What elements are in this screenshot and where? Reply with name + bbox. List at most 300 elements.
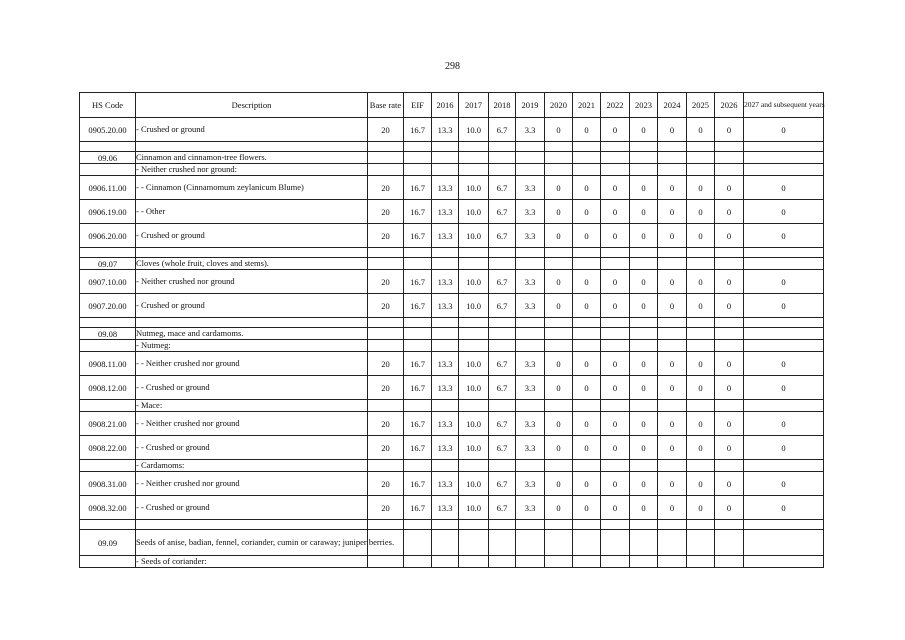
rate-cell: 3.3	[516, 472, 545, 496]
rate-cell: 0	[573, 376, 601, 400]
rate-cell: 0	[545, 176, 573, 200]
rate-cell	[601, 152, 630, 164]
spacer-row	[80, 248, 824, 258]
rate-cell	[601, 258, 630, 270]
hs-code-cell: 0908.22.00	[80, 436, 136, 460]
rate-cell: 10.0	[459, 412, 489, 436]
rate-cell	[601, 400, 630, 412]
rate-cell	[687, 142, 715, 152]
rate-cell: 0	[601, 118, 630, 142]
column-header: Base rate	[368, 93, 404, 118]
rate-cell	[630, 530, 658, 556]
rate-cell: 0	[573, 412, 601, 436]
description-cell: - Crushed or ground	[136, 118, 368, 142]
rate-cell: 0	[573, 436, 601, 460]
description-cell: - - Crushed or ground	[136, 436, 368, 460]
rate-cell: 6.7	[489, 200, 516, 224]
rate-cell: 13.3	[432, 224, 459, 248]
column-header: 2026	[715, 93, 744, 118]
rate-cell: 0	[658, 270, 687, 294]
rate-cell	[368, 460, 404, 472]
rate-cell: 0	[545, 436, 573, 460]
rate-cell: 0	[573, 200, 601, 224]
rate-cell	[658, 556, 687, 568]
rate-cell	[744, 460, 824, 472]
rate-cell: 0	[658, 472, 687, 496]
hs-code-cell: 0908.12.00	[80, 376, 136, 400]
heading-row	[80, 152, 824, 164]
rate-cell: 6.7	[489, 176, 516, 200]
rate-cell	[658, 460, 687, 472]
rate-cell	[432, 248, 459, 258]
rate-cell	[404, 556, 432, 568]
rate-cell: 10.0	[459, 436, 489, 460]
rate-cell	[545, 400, 573, 412]
rate-cell	[368, 142, 404, 152]
rate-cell	[545, 152, 573, 164]
rate-cell: 3.3	[516, 270, 545, 294]
rate-cell: 0	[601, 352, 630, 376]
rate-cell	[744, 248, 824, 258]
rate-cell: 20	[368, 224, 404, 248]
rate-cell	[687, 520, 715, 530]
rate-cell	[404, 258, 432, 270]
rate-cell	[404, 318, 432, 328]
rate-cell	[368, 152, 404, 164]
rate-cell: 6.7	[489, 224, 516, 248]
rate-cell: 0	[630, 294, 658, 318]
spacer-row	[80, 520, 824, 530]
rate-cell: 0	[687, 436, 715, 460]
rate-cell	[687, 164, 715, 176]
description-cell: Cinnamon and cinnamon-tree flowers.	[136, 152, 368, 164]
rate-cell: 0	[630, 224, 658, 248]
rate-cell	[687, 556, 715, 568]
rate-cell: 6.7	[489, 270, 516, 294]
rate-cell	[432, 142, 459, 152]
rate-cell	[368, 340, 404, 352]
rate-cell: 0	[601, 176, 630, 200]
table-row	[80, 224, 824, 248]
rate-cell: 0	[687, 118, 715, 142]
hs-code-cell: 09.09	[80, 530, 136, 556]
rate-cell	[573, 248, 601, 258]
rate-cell: 0	[601, 436, 630, 460]
rate-cell	[687, 318, 715, 328]
tariff-schedule-table	[79, 92, 824, 568]
rate-cell	[687, 328, 715, 340]
rate-cell: 0	[545, 472, 573, 496]
rate-cell: 0	[573, 118, 601, 142]
hs-code-cell: 09.06	[80, 152, 136, 164]
rate-cell: 0	[630, 176, 658, 200]
rate-cell	[432, 258, 459, 270]
rate-cell: 0	[545, 496, 573, 520]
table-row	[80, 352, 824, 376]
rate-cell	[459, 258, 489, 270]
page-number: 298	[445, 61, 460, 72]
rate-cell	[545, 318, 573, 328]
rate-cell	[368, 520, 404, 530]
description-cell: - Mace:	[136, 400, 368, 412]
rate-cell: 10.0	[459, 176, 489, 200]
description-cell: - - Crushed or ground	[136, 376, 368, 400]
subheading-row	[80, 460, 824, 472]
rate-cell	[715, 164, 744, 176]
hs-code-cell: 09.08	[80, 328, 136, 340]
description-cell: - - Other	[136, 200, 368, 224]
rate-cell	[432, 400, 459, 412]
rate-cell	[459, 142, 489, 152]
rate-cell: 0	[545, 118, 573, 142]
rate-cell	[459, 460, 489, 472]
rate-cell: 20	[368, 200, 404, 224]
rate-cell: 0	[744, 352, 824, 376]
rate-cell: 0	[658, 200, 687, 224]
rate-cell	[658, 142, 687, 152]
rate-cell: 0	[630, 436, 658, 460]
rate-cell	[658, 164, 687, 176]
rate-cell: 0	[715, 376, 744, 400]
rate-cell	[601, 142, 630, 152]
rate-cell: 3.3	[516, 224, 545, 248]
rate-cell: 0	[744, 294, 824, 318]
table-row	[80, 118, 824, 142]
hs-code-cell	[80, 340, 136, 352]
rate-cell: 13.3	[432, 294, 459, 318]
rate-cell	[368, 318, 404, 328]
rate-cell: 16.7	[404, 496, 432, 520]
rate-cell	[545, 164, 573, 176]
rate-cell	[744, 556, 824, 568]
column-header: 2027 and subsequent years	[744, 93, 824, 118]
hs-code-cell	[80, 556, 136, 568]
rate-cell: 6.7	[489, 294, 516, 318]
rate-cell: 6.7	[489, 352, 516, 376]
rate-cell	[432, 556, 459, 568]
rate-cell	[687, 460, 715, 472]
rate-cell	[630, 520, 658, 530]
description-cell	[136, 248, 368, 258]
hs-code-cell	[80, 142, 136, 152]
rate-cell	[601, 318, 630, 328]
subheading-row	[80, 556, 824, 568]
column-header: 2019	[516, 93, 545, 118]
rate-cell	[601, 328, 630, 340]
rate-cell: 13.3	[432, 436, 459, 460]
rate-cell	[459, 530, 489, 556]
rate-cell	[489, 520, 516, 530]
table-row	[80, 294, 824, 318]
rate-cell	[459, 164, 489, 176]
rate-cell	[432, 164, 459, 176]
rate-cell: 0	[658, 176, 687, 200]
rate-cell	[687, 530, 715, 556]
rate-cell	[573, 400, 601, 412]
rate-cell: 16.7	[404, 270, 432, 294]
rate-cell: 0	[744, 270, 824, 294]
rate-cell: 0	[630, 472, 658, 496]
rate-cell: 16.7	[404, 224, 432, 248]
rate-cell	[545, 248, 573, 258]
rate-cell: 0	[573, 176, 601, 200]
rate-cell	[516, 530, 545, 556]
column-header: HS Code	[80, 93, 136, 118]
rate-cell	[459, 152, 489, 164]
rate-cell: 0	[715, 224, 744, 248]
rate-cell	[459, 400, 489, 412]
rate-cell	[687, 152, 715, 164]
rate-cell	[404, 400, 432, 412]
rate-cell	[489, 142, 516, 152]
hs-code-cell	[80, 520, 136, 530]
rate-cell: 0	[658, 496, 687, 520]
description-cell: - - Neither crushed nor ground	[136, 412, 368, 436]
table-row	[80, 412, 824, 436]
rate-cell	[573, 152, 601, 164]
rate-cell	[630, 248, 658, 258]
rate-cell	[516, 328, 545, 340]
spacer-row	[80, 142, 824, 152]
rate-cell	[715, 556, 744, 568]
rate-cell: 0	[573, 294, 601, 318]
rate-cell	[516, 152, 545, 164]
rate-cell	[630, 258, 658, 270]
rate-cell: 0	[545, 224, 573, 248]
heading-row	[80, 530, 824, 556]
rate-cell	[630, 164, 658, 176]
rate-cell: 16.7	[404, 176, 432, 200]
rate-cell	[545, 530, 573, 556]
rate-cell	[630, 328, 658, 340]
heading-row	[80, 328, 824, 340]
hs-code-cell	[80, 248, 136, 258]
description-cell: Nutmeg, mace and cardamoms.	[136, 328, 368, 340]
rate-cell	[516, 318, 545, 328]
rate-cell	[432, 152, 459, 164]
rate-cell	[715, 520, 744, 530]
rate-cell: 0	[658, 352, 687, 376]
rate-cell: 10.0	[459, 472, 489, 496]
rate-cell	[516, 556, 545, 568]
rate-cell	[545, 340, 573, 352]
rate-cell	[368, 556, 404, 568]
rate-cell: 16.7	[404, 412, 432, 436]
rate-cell	[744, 318, 824, 328]
rate-cell: 0	[715, 294, 744, 318]
table-row	[80, 376, 824, 400]
column-header: Description	[136, 93, 368, 118]
rate-cell	[489, 328, 516, 340]
column-header: 2016	[432, 93, 459, 118]
hs-code-cell: 0908.11.00	[80, 352, 136, 376]
rate-cell	[715, 142, 744, 152]
table-row	[80, 176, 824, 200]
rate-cell: 3.3	[516, 294, 545, 318]
table-row	[80, 200, 824, 224]
rate-cell: 3.3	[516, 436, 545, 460]
rate-cell: 3.3	[516, 176, 545, 200]
rate-cell: 13.3	[432, 472, 459, 496]
rate-cell: 3.3	[516, 412, 545, 436]
rate-cell: 0	[687, 176, 715, 200]
rate-cell	[658, 248, 687, 258]
rate-cell	[630, 556, 658, 568]
rate-cell: 20	[368, 352, 404, 376]
rate-cell	[715, 258, 744, 270]
rate-cell: 13.3	[432, 376, 459, 400]
rate-cell: 0	[545, 294, 573, 318]
rate-cell: 20	[368, 176, 404, 200]
rate-cell: 10.0	[459, 294, 489, 318]
rate-cell	[573, 556, 601, 568]
rate-cell	[744, 400, 824, 412]
rate-cell: 0	[744, 436, 824, 460]
table-header-row	[80, 93, 824, 118]
rate-cell	[601, 520, 630, 530]
description-cell	[136, 520, 368, 530]
subheading-row	[80, 400, 824, 412]
rate-cell: 0	[687, 352, 715, 376]
rate-cell	[545, 556, 573, 568]
rate-cell: 0	[687, 224, 715, 248]
rate-cell: 0	[744, 200, 824, 224]
rate-cell	[432, 318, 459, 328]
rate-cell	[545, 460, 573, 472]
rate-cell	[573, 258, 601, 270]
rate-cell	[489, 400, 516, 412]
rate-cell: 10.0	[459, 352, 489, 376]
rate-cell: 16.7	[404, 200, 432, 224]
rate-cell: 20	[368, 270, 404, 294]
rate-cell	[687, 248, 715, 258]
hs-code-cell: 0908.31.00	[80, 472, 136, 496]
rate-cell	[658, 328, 687, 340]
rate-cell: 6.7	[489, 412, 516, 436]
hs-code-cell: 0908.21.00	[80, 412, 136, 436]
hs-code-cell: 0907.20.00	[80, 294, 136, 318]
rate-cell: 3.3	[516, 376, 545, 400]
rate-cell	[404, 530, 432, 556]
rate-cell	[744, 164, 824, 176]
rate-cell: 20	[368, 118, 404, 142]
rate-cell: 0	[545, 352, 573, 376]
rate-cell	[432, 530, 459, 556]
rate-cell: 0	[658, 376, 687, 400]
rate-cell	[573, 328, 601, 340]
rate-cell: 0	[744, 176, 824, 200]
rate-cell	[489, 460, 516, 472]
rate-cell: 0	[573, 472, 601, 496]
rate-cell	[545, 142, 573, 152]
rate-cell	[715, 328, 744, 340]
hs-code-cell: 0906.19.00	[80, 200, 136, 224]
rate-cell	[601, 530, 630, 556]
rate-cell: 13.3	[432, 496, 459, 520]
rate-cell	[459, 556, 489, 568]
rate-cell: 0	[601, 270, 630, 294]
rate-cell	[744, 520, 824, 530]
hs-code-cell	[80, 164, 136, 176]
rate-cell: 0	[744, 224, 824, 248]
rate-cell: 3.3	[516, 200, 545, 224]
rate-cell: 0	[630, 412, 658, 436]
rate-cell	[687, 400, 715, 412]
rate-cell	[744, 530, 824, 556]
rate-cell: 20	[368, 472, 404, 496]
rate-cell	[516, 340, 545, 352]
rate-cell: 10.0	[459, 376, 489, 400]
rate-cell	[573, 164, 601, 176]
rate-cell	[601, 164, 630, 176]
hs-code-cell: 0906.20.00	[80, 224, 136, 248]
column-header: 2025	[687, 93, 715, 118]
rate-cell	[459, 520, 489, 530]
rate-cell: 13.3	[432, 118, 459, 142]
rate-cell	[658, 318, 687, 328]
rate-cell	[368, 248, 404, 258]
description-cell: - Nutmeg:	[136, 340, 368, 352]
description-cell: Cloves (whole fruit, cloves and stems).	[136, 258, 368, 270]
table-row	[80, 436, 824, 460]
rate-cell: 16.7	[404, 436, 432, 460]
rate-cell	[715, 400, 744, 412]
rate-cell: 0	[715, 352, 744, 376]
rate-cell: 0	[601, 376, 630, 400]
rate-cell: 0	[715, 270, 744, 294]
table-row	[80, 496, 824, 520]
hs-code-cell: 0907.10.00	[80, 270, 136, 294]
rate-cell: 16.7	[404, 352, 432, 376]
rate-cell: 6.7	[489, 118, 516, 142]
description-cell: - Neither crushed nor ground	[136, 270, 368, 294]
rate-cell: 0	[687, 294, 715, 318]
rate-cell	[404, 328, 432, 340]
rate-cell: 16.7	[404, 472, 432, 496]
rate-cell	[715, 460, 744, 472]
hs-code-cell	[80, 318, 136, 328]
rate-cell	[404, 248, 432, 258]
rate-cell	[601, 460, 630, 472]
rate-cell: 0	[630, 200, 658, 224]
rate-cell: 13.3	[432, 412, 459, 436]
rate-cell: 0	[687, 270, 715, 294]
column-header: EIF	[404, 93, 432, 118]
rate-cell	[489, 530, 516, 556]
rate-cell	[601, 556, 630, 568]
rate-cell	[658, 152, 687, 164]
description-cell: - Crushed or ground	[136, 224, 368, 248]
description-cell: Seeds of anise, badian, fennel, coriander, cumin or caraway; juniper berries.	[136, 530, 368, 556]
rate-cell	[715, 340, 744, 352]
rate-cell: 0	[630, 496, 658, 520]
rate-cell: 0	[744, 412, 824, 436]
rate-cell: 10.0	[459, 118, 489, 142]
table-body	[80, 118, 824, 568]
rate-cell	[658, 530, 687, 556]
rate-cell: 0	[715, 118, 744, 142]
rate-cell: 3.3	[516, 118, 545, 142]
rate-cell: 0	[601, 472, 630, 496]
rate-cell: 0	[744, 472, 824, 496]
subheading-row	[80, 340, 824, 352]
description-cell: - - Neither crushed nor ground	[136, 352, 368, 376]
rate-cell: 0	[545, 412, 573, 436]
rate-cell	[404, 164, 432, 176]
rate-cell: 10.0	[459, 270, 489, 294]
description-cell: - Cardamoms:	[136, 460, 368, 472]
rate-cell: 0	[630, 118, 658, 142]
